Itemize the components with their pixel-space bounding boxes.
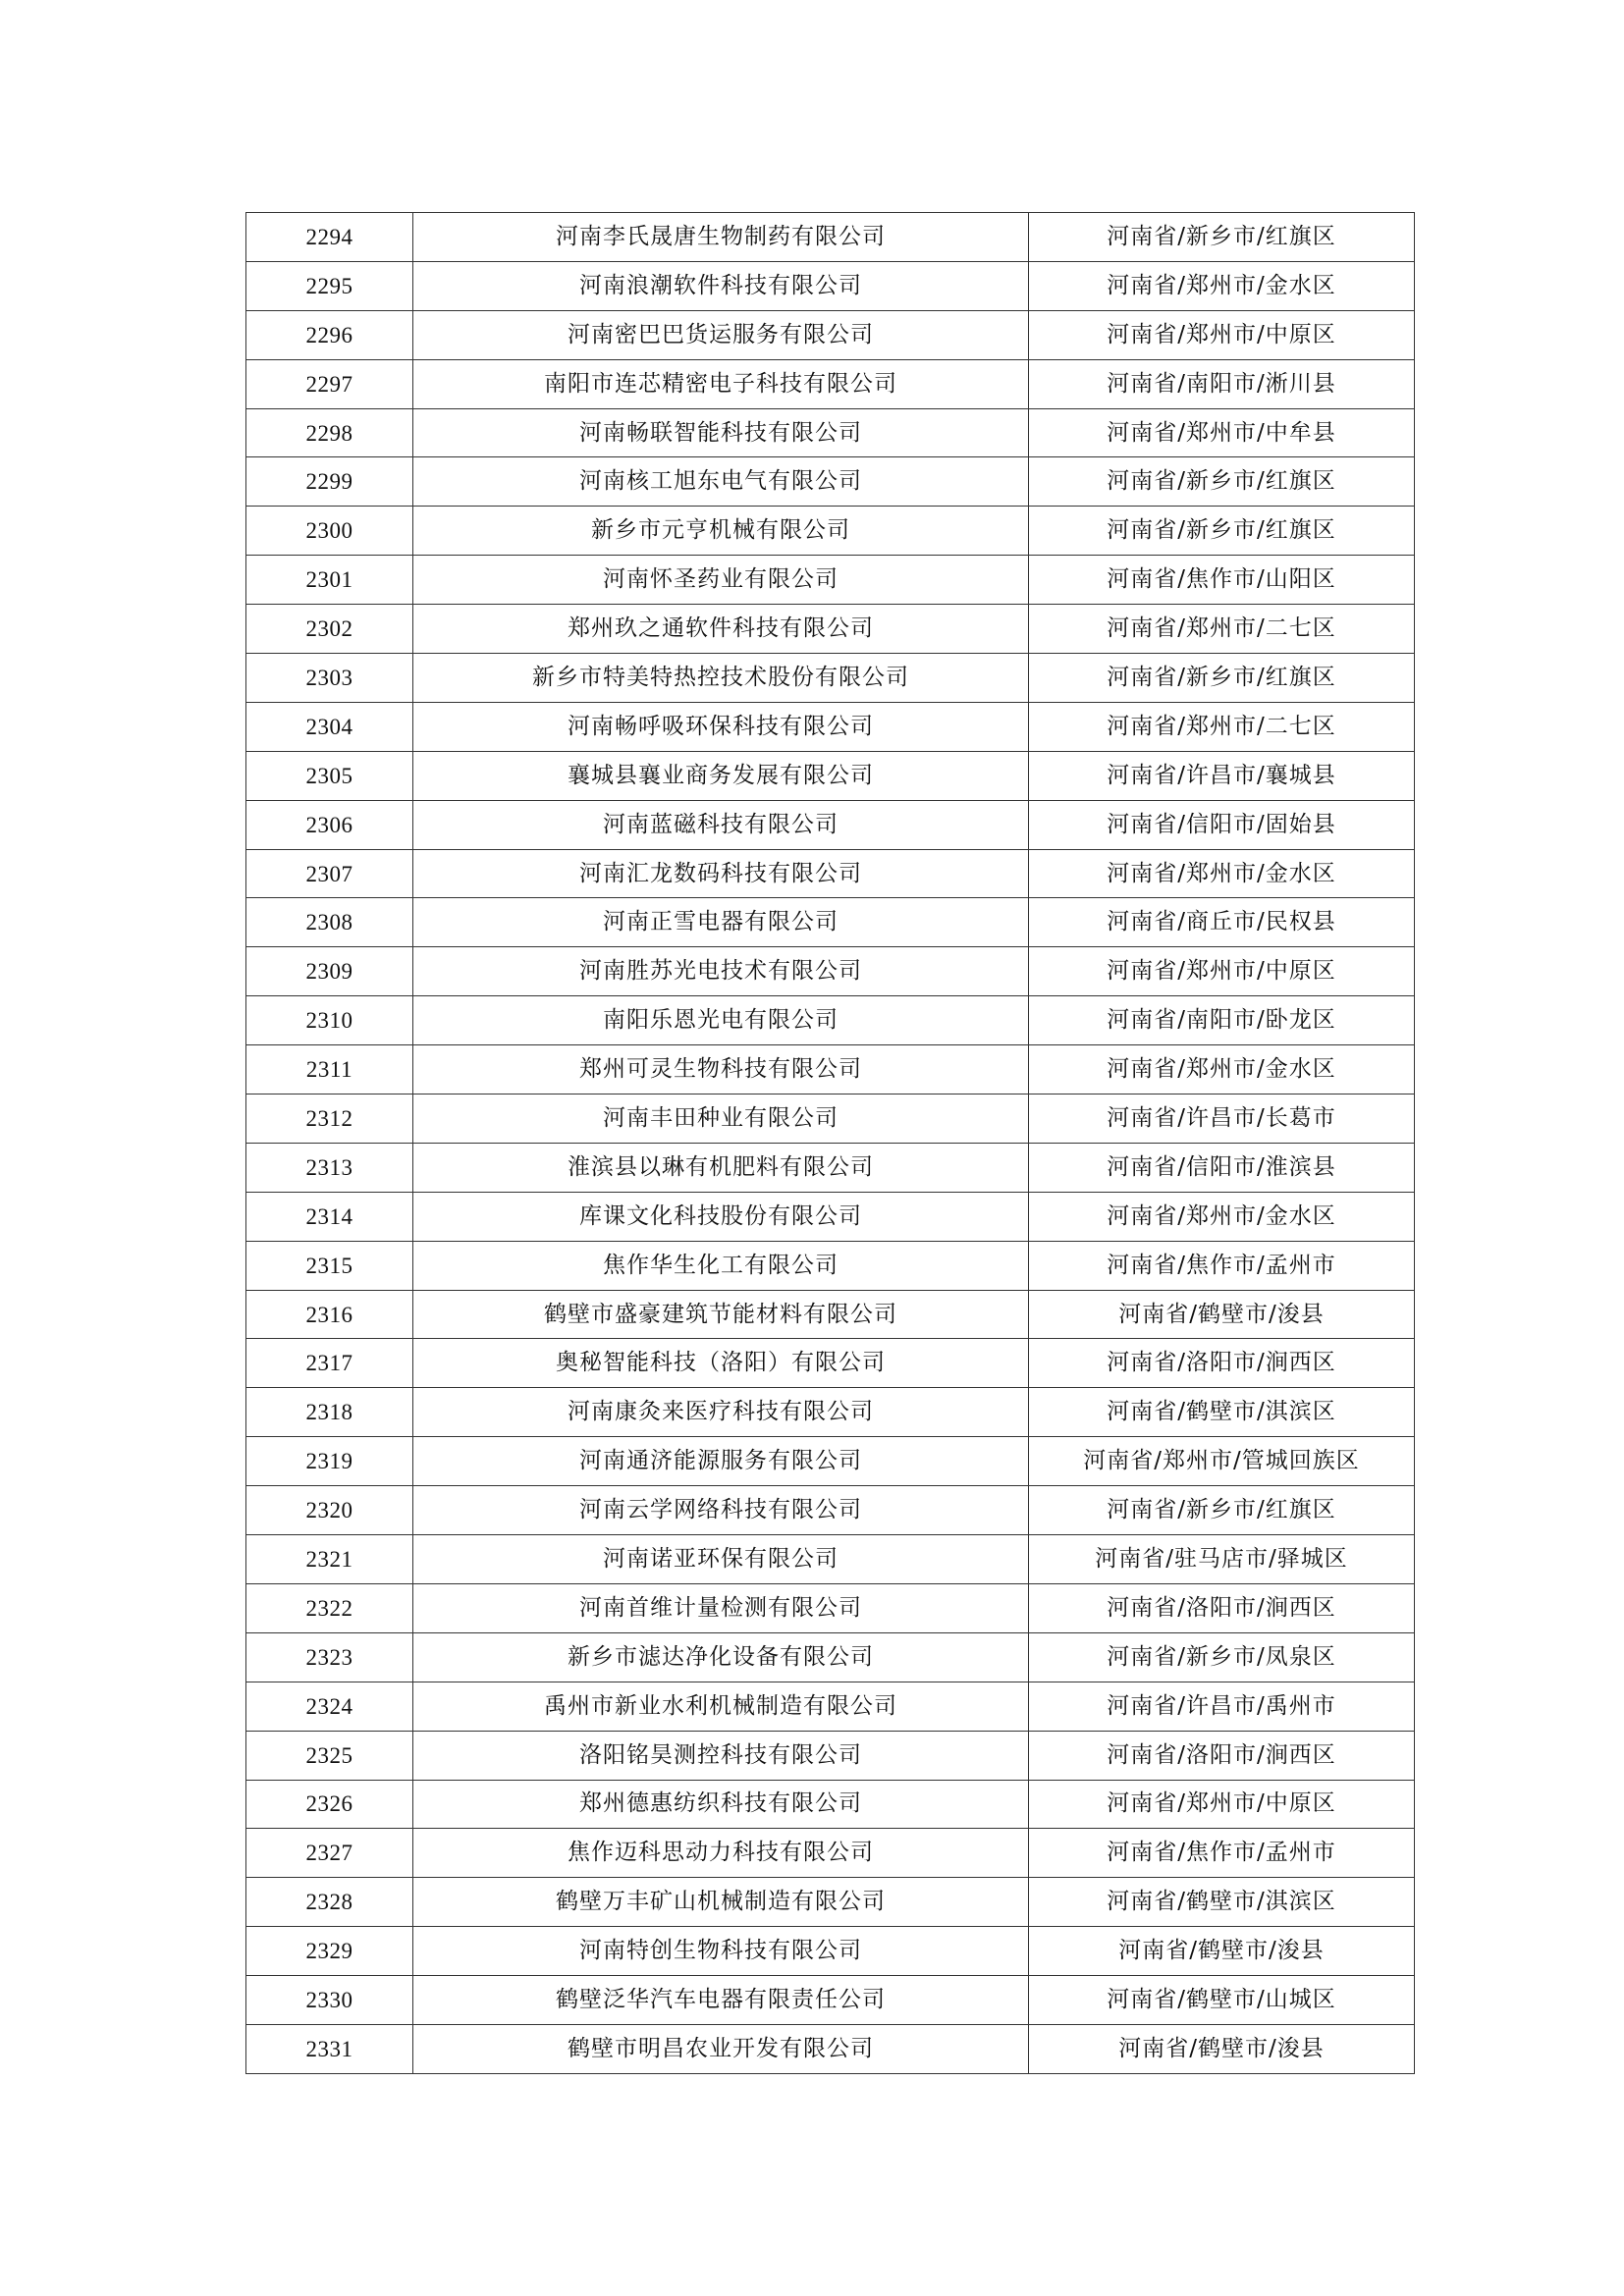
region-cell: 河南省/新乡市/红旗区 xyxy=(1029,457,1415,507)
region-cell: 河南省/新乡市/凤泉区 xyxy=(1029,1632,1415,1682)
region-cell: 河南省/鹤壁市/山城区 xyxy=(1029,1976,1415,2025)
company-name-cell: 鹤壁万丰矿山机械制造有限公司 xyxy=(413,1878,1029,1927)
company-name-cell: 河南核工旭东电气有限公司 xyxy=(413,457,1029,507)
table-row xyxy=(246,1095,1415,1144)
company-name-cell: 河南康灸来医疗科技有限公司 xyxy=(413,1388,1029,1437)
table-row xyxy=(246,2024,1415,2073)
row-number-cell: 2319 xyxy=(246,1437,413,1486)
table-row xyxy=(246,996,1415,1045)
row-number-cell: 2318 xyxy=(246,1388,413,1437)
company-name-cell: 河南密巴巴货运服务有限公司 xyxy=(413,310,1029,359)
table-row xyxy=(246,359,1415,408)
table-row xyxy=(246,1241,1415,1290)
row-number-cell: 2316 xyxy=(246,1290,413,1339)
table-row xyxy=(246,1143,1415,1192)
table-row xyxy=(246,261,1415,310)
table-row xyxy=(246,507,1415,556)
table-row xyxy=(246,310,1415,359)
row-number-cell: 2315 xyxy=(246,1241,413,1290)
row-number-cell: 2323 xyxy=(246,1632,413,1682)
company-name-cell: 郑州玖之通软件科技有限公司 xyxy=(413,605,1029,654)
row-number-cell: 2313 xyxy=(246,1143,413,1192)
company-name-cell: 河南云学网络科技有限公司 xyxy=(413,1486,1029,1535)
row-number-cell: 2309 xyxy=(246,947,413,996)
region-cell: 河南省/洛阳市/涧西区 xyxy=(1029,1731,1415,1780)
row-number-cell: 2311 xyxy=(246,1045,413,1095)
region-cell: 河南省/许昌市/襄城县 xyxy=(1029,751,1415,800)
table-row xyxy=(246,800,1415,849)
company-name-cell: 南阳市连芯精密电子科技有限公司 xyxy=(413,359,1029,408)
company-name-cell: 河南首维计量检测有限公司 xyxy=(413,1583,1029,1632)
region-cell: 河南省/新乡市/红旗区 xyxy=(1029,1486,1415,1535)
table-row xyxy=(246,1780,1415,1829)
region-cell: 河南省/郑州市/金水区 xyxy=(1029,849,1415,898)
row-number-cell: 2321 xyxy=(246,1535,413,1584)
region-cell: 河南省/洛阳市/涧西区 xyxy=(1029,1339,1415,1388)
company-name-cell: 河南畅联智能科技有限公司 xyxy=(413,408,1029,457)
row-number-cell: 2320 xyxy=(246,1486,413,1535)
row-number-cell: 2314 xyxy=(246,1192,413,1241)
region-cell: 河南省/郑州市/金水区 xyxy=(1029,261,1415,310)
row-number-cell: 2307 xyxy=(246,849,413,898)
region-cell: 河南省/新乡市/红旗区 xyxy=(1029,654,1415,703)
company-name-cell: 郑州德惠纺织科技有限公司 xyxy=(413,1780,1029,1829)
row-number-cell: 2312 xyxy=(246,1095,413,1144)
row-number-cell: 2330 xyxy=(246,1976,413,2025)
company-name-cell: 洛阳铭昊测控科技有限公司 xyxy=(413,1731,1029,1780)
row-number-cell: 2326 xyxy=(246,1780,413,1829)
table-row xyxy=(246,898,1415,947)
table-row xyxy=(246,654,1415,703)
region-cell: 河南省/郑州市/金水区 xyxy=(1029,1192,1415,1241)
table-row xyxy=(246,1682,1415,1731)
table-row xyxy=(246,1535,1415,1584)
table-row xyxy=(246,1339,1415,1388)
table-row xyxy=(246,1045,1415,1095)
table-row xyxy=(246,1486,1415,1535)
company-name-cell: 河南蓝磁科技有限公司 xyxy=(413,800,1029,849)
row-number-cell: 2305 xyxy=(246,751,413,800)
table-body xyxy=(246,213,1415,2074)
table-row xyxy=(246,1829,1415,1878)
region-cell: 河南省/南阳市/卧龙区 xyxy=(1029,996,1415,1045)
row-number-cell: 2325 xyxy=(246,1731,413,1780)
company-name-cell: 南阳乐恩光电有限公司 xyxy=(413,996,1029,1045)
table-row xyxy=(246,1583,1415,1632)
region-cell: 河南省/郑州市/金水区 xyxy=(1029,1045,1415,1095)
row-number-cell: 2331 xyxy=(246,2024,413,2073)
company-name-cell: 新乡市元亨机械有限公司 xyxy=(413,507,1029,556)
region-cell: 河南省/信阳市/淮滨县 xyxy=(1029,1143,1415,1192)
table-row xyxy=(246,1927,1415,1976)
region-cell: 河南省/许昌市/长葛市 xyxy=(1029,1095,1415,1144)
company-name-cell: 河南汇龙数码科技有限公司 xyxy=(413,849,1029,898)
region-cell: 河南省/鹤壁市/浚县 xyxy=(1029,2024,1415,2073)
region-cell: 河南省/郑州市/中原区 xyxy=(1029,1780,1415,1829)
region-cell: 河南省/新乡市/红旗区 xyxy=(1029,213,1415,262)
table-row xyxy=(246,556,1415,605)
region-cell: 河南省/鹤壁市/淇滨区 xyxy=(1029,1878,1415,1927)
company-name-cell: 新乡市特美特热控技术股份有限公司 xyxy=(413,654,1029,703)
table-row xyxy=(246,1632,1415,1682)
region-cell: 河南省/驻马店市/驿城区 xyxy=(1029,1535,1415,1584)
region-cell: 河南省/新乡市/红旗区 xyxy=(1029,507,1415,556)
company-name-cell: 禹州市新业水利机械制造有限公司 xyxy=(413,1682,1029,1731)
table-row xyxy=(246,947,1415,996)
row-number-cell: 2298 xyxy=(246,408,413,457)
row-number-cell: 2322 xyxy=(246,1583,413,1632)
table-row xyxy=(246,849,1415,898)
row-number-cell: 2327 xyxy=(246,1829,413,1878)
table-row xyxy=(246,213,1415,262)
row-number-cell: 2324 xyxy=(246,1682,413,1731)
company-name-cell: 河南正雪电器有限公司 xyxy=(413,898,1029,947)
row-number-cell: 2301 xyxy=(246,556,413,605)
table-row xyxy=(246,457,1415,507)
row-number-cell: 2294 xyxy=(246,213,413,262)
company-name-cell: 焦作华生化工有限公司 xyxy=(413,1241,1029,1290)
company-name-cell: 新乡市滤达净化设备有限公司 xyxy=(413,1632,1029,1682)
region-cell: 河南省/许昌市/禹州市 xyxy=(1029,1682,1415,1731)
table-row xyxy=(246,1976,1415,2025)
company-name-cell: 河南胜苏光电技术有限公司 xyxy=(413,947,1029,996)
company-name-cell: 襄城县襄业商务发展有限公司 xyxy=(413,751,1029,800)
table-row xyxy=(246,1878,1415,1927)
region-cell: 河南省/鹤壁市/浚县 xyxy=(1029,1927,1415,1976)
region-cell: 河南省/郑州市/二七区 xyxy=(1029,702,1415,751)
table-row xyxy=(246,1388,1415,1437)
row-number-cell: 2299 xyxy=(246,457,413,507)
region-cell: 河南省/郑州市/中原区 xyxy=(1029,310,1415,359)
company-name-cell: 河南诺亚环保有限公司 xyxy=(413,1535,1029,1584)
region-cell: 河南省/焦作市/孟州市 xyxy=(1029,1829,1415,1878)
company-name-cell: 河南畅呼吸环保科技有限公司 xyxy=(413,702,1029,751)
row-number-cell: 2302 xyxy=(246,605,413,654)
row-number-cell: 2296 xyxy=(246,310,413,359)
region-cell: 河南省/商丘市/民权县 xyxy=(1029,898,1415,947)
row-number-cell: 2329 xyxy=(246,1927,413,1976)
region-cell: 河南省/焦作市/山阳区 xyxy=(1029,556,1415,605)
table-row xyxy=(246,702,1415,751)
company-name-cell: 河南李氏晟唐生物制药有限公司 xyxy=(413,213,1029,262)
region-cell: 河南省/南阳市/淅川县 xyxy=(1029,359,1415,408)
company-name-cell: 库课文化科技股份有限公司 xyxy=(413,1192,1029,1241)
row-number-cell: 2300 xyxy=(246,507,413,556)
region-cell: 河南省/郑州市/管城回族区 xyxy=(1029,1437,1415,1486)
region-cell: 河南省/郑州市/中牟县 xyxy=(1029,408,1415,457)
row-number-cell: 2306 xyxy=(246,800,413,849)
company-name-cell: 河南特创生物科技有限公司 xyxy=(413,1927,1029,1976)
table-row xyxy=(246,408,1415,457)
region-cell: 河南省/信阳市/固始县 xyxy=(1029,800,1415,849)
region-cell: 河南省/鹤壁市/淇滨区 xyxy=(1029,1388,1415,1437)
company-name-cell: 郑州可灵生物科技有限公司 xyxy=(413,1045,1029,1095)
region-cell: 河南省/洛阳市/涧西区 xyxy=(1029,1583,1415,1632)
row-number-cell: 2303 xyxy=(246,654,413,703)
company-name-cell: 河南丰田种业有限公司 xyxy=(413,1095,1029,1144)
table-row xyxy=(246,1731,1415,1780)
row-number-cell: 2308 xyxy=(246,898,413,947)
row-number-cell: 2310 xyxy=(246,996,413,1045)
table-row xyxy=(246,1192,1415,1241)
company-name-cell: 鹤壁市明昌农业开发有限公司 xyxy=(413,2024,1029,2073)
company-name-cell: 鹤壁市盛豪建筑节能材料有限公司 xyxy=(413,1290,1029,1339)
company-name-cell: 淮滨县以琳有机肥料有限公司 xyxy=(413,1143,1029,1192)
region-cell: 河南省/郑州市/二七区 xyxy=(1029,605,1415,654)
company-list-table xyxy=(245,212,1415,2074)
region-cell: 河南省/郑州市/中原区 xyxy=(1029,947,1415,996)
company-name-cell: 鹤壁泛华汽车电器有限责任公司 xyxy=(413,1976,1029,2025)
company-name-cell: 河南怀圣药业有限公司 xyxy=(413,556,1029,605)
table-row xyxy=(246,751,1415,800)
company-name-cell: 奥秘智能科技（洛阳）有限公司 xyxy=(413,1339,1029,1388)
row-number-cell: 2304 xyxy=(246,702,413,751)
table-row xyxy=(246,605,1415,654)
row-number-cell: 2297 xyxy=(246,359,413,408)
table-row xyxy=(246,1290,1415,1339)
company-name-cell: 河南浪潮软件科技有限公司 xyxy=(413,261,1029,310)
region-cell: 河南省/鹤壁市/浚县 xyxy=(1029,1290,1415,1339)
company-name-cell: 焦作迈科思动力科技有限公司 xyxy=(413,1829,1029,1878)
row-number-cell: 2328 xyxy=(246,1878,413,1927)
table-row xyxy=(246,1437,1415,1486)
region-cell: 河南省/焦作市/孟州市 xyxy=(1029,1241,1415,1290)
row-number-cell: 2317 xyxy=(246,1339,413,1388)
company-name-cell: 河南通济能源服务有限公司 xyxy=(413,1437,1029,1486)
row-number-cell: 2295 xyxy=(246,261,413,310)
